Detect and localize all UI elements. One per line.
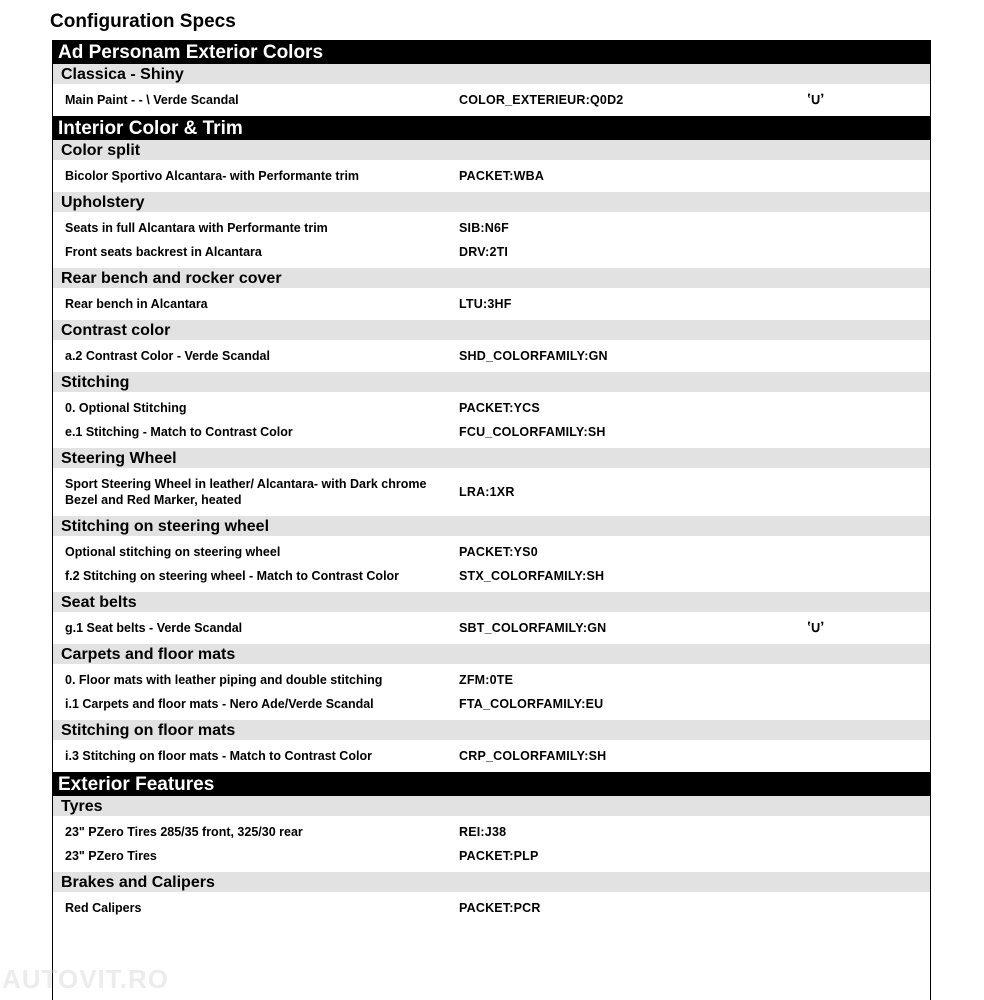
spec-row [53,692,930,720]
group-header: Rear bench and rocker cover [53,268,930,288]
spec-description: i.1 Carpets and floor mats - Nero Ade/Verde Scandal [65,697,374,711]
group-header: Stitching on floor mats [53,720,930,740]
spec-row [53,664,930,692]
section-header: Interior Color & Trim [53,116,930,140]
spec-code: STX_COLORFAMILY:SH [459,569,605,583]
spec-description: 23" PZero Tires [65,849,157,863]
spec-description: Front seats backrest in Alcantara [65,245,262,259]
group-header: Stitching [53,372,930,392]
spec-code: LRA:1XR [459,485,515,499]
spec-description: e.1 Stitching - Match to Contrast Color [65,425,293,439]
spec-row [53,240,930,268]
spec-code: CRP_COLORFAMILY:SH [459,749,607,763]
spec-code: COLOR_EXTERIEUR:Q0D2 [459,93,624,107]
spec-description: f.2 Stitching on steering wheel - Match to Contrast Color [65,569,400,583]
spec-code: FCU_COLORFAMILY:SH [459,425,606,439]
spec-description: Rear bench in Alcantara [65,297,208,311]
spec-code: REI:J38 [459,825,507,839]
spec-row [53,468,930,516]
watermark: AUTOVIT.RO [2,964,169,994]
group-header: Contrast color [53,320,930,340]
spec-row [53,740,930,772]
spec-description: 0. Optional Stitching [65,401,187,415]
spec-description: Sport Steering Wheel in leather/ Alcantara- with Dark chrome Bezel and Red Marker, heated [65,477,427,507]
spec-code: PACKET:YCS [459,401,540,415]
spec-description: g.1 Seat belts - Verde Scandal [65,621,243,635]
spec-code: ZFM:0TE [459,673,514,687]
page-title: Configuration Specs [50,11,236,32]
spec-code: LTU:3HF [459,297,512,311]
spec-row [53,816,930,844]
section-header: Ad Personam Exterior Colors [53,40,930,64]
section-header: Exterior Features [53,772,930,796]
check-mark-icon: ʽ∪ʼ [807,619,824,637]
spec-row [53,420,930,448]
spec-row [53,288,930,320]
group-header: Color split [53,140,930,160]
spec-description: Main Paint - - \ Verde Scandal [65,93,239,107]
spec-code: PACKET:YS0 [459,545,538,559]
group-header: Steering Wheel [53,448,930,468]
group-header: Stitching on steering wheel [53,516,930,536]
spec-description: Optional stitching on steering wheel [65,545,281,559]
spec-description: a.2 Contrast Color - Verde Scandal [65,349,270,363]
spec-code: SIB:N6F [459,221,510,235]
spec-code: PACKET:WBA [459,169,545,183]
spec-row [53,340,930,372]
group-header: Classica - Shiny [53,64,930,84]
spec-code: DRV:2TI [459,245,509,259]
spec-description: Red Calipers [65,901,142,915]
spec-code: SHD_COLORFAMILY:GN [459,349,608,363]
spec-code: SBT_COLORFAMILY:GN [459,621,607,635]
spec-row [53,536,930,564]
spec-row [53,160,930,192]
group-header: Seat belts [53,592,930,612]
spec-row [53,892,930,924]
spec-code: PACKET:PCR [459,901,541,915]
group-header: Tyres [53,796,930,816]
spec-row [53,564,930,592]
spec-table [52,40,931,1000]
spec-code: PACKET:PLP [459,849,539,863]
spec-code: FTA_COLORFAMILY:EU [459,697,604,711]
spec-row [53,212,930,240]
spec-description: 23" PZero Tires 285/35 front, 325/30 rear [65,825,303,839]
spec-description: 0. Floor mats with leather piping and double stitching [65,673,383,687]
spec-description: Bicolor Sportivo Alcantara- with Performante trim [65,169,360,183]
check-mark-icon: ʽ∪ʼ [807,91,824,109]
group-header: Upholstery [53,192,930,212]
spec-row [53,392,930,420]
spec-row [53,84,930,116]
group-header: Brakes and Calipers [53,872,930,892]
spec-row [53,612,930,644]
spec-description: Seats in full Alcantara with Performante trim [65,221,328,235]
spec-row [53,844,930,872]
spec-description: i.3 Stitching on floor mats - Match to Contrast Color [65,749,372,763]
group-header: Carpets and floor mats [53,644,930,664]
